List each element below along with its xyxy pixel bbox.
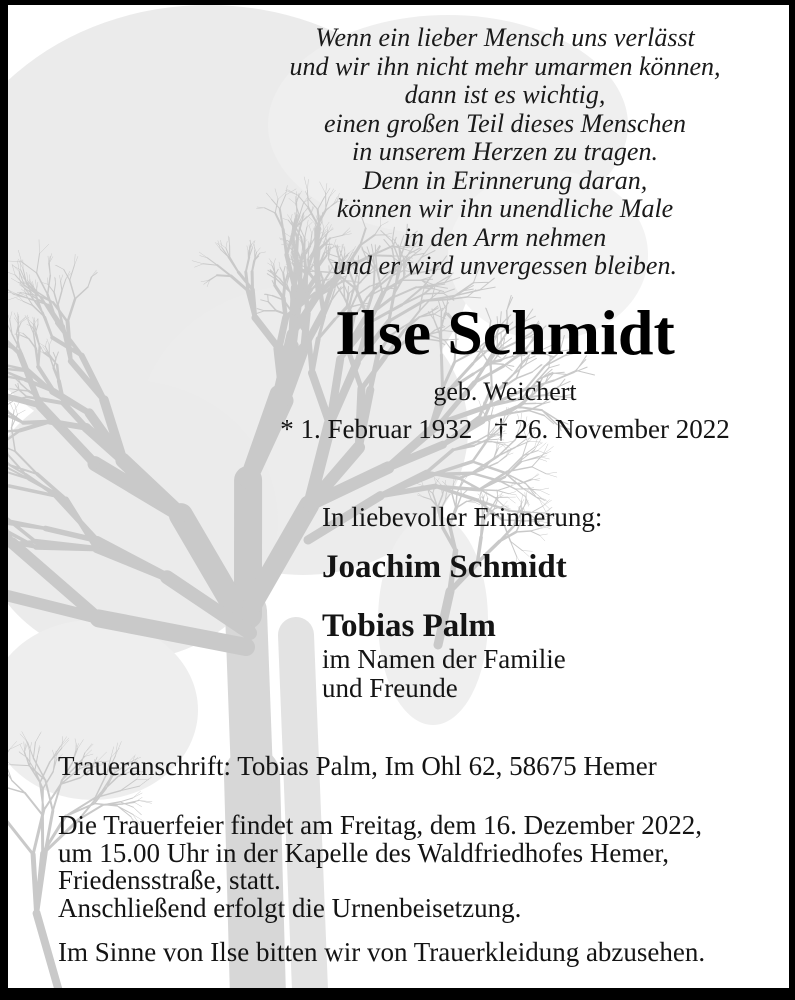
poem-line: dann ist es wichtig, <box>404 80 606 109</box>
memorial-intro: In liebevoller Erinnerung: <box>322 502 603 532</box>
funeral-details <box>58 812 702 922</box>
family-line: im Namen der Familie <box>322 644 566 674</box>
funeral-line: um 15.00 Uhr in der Kapelle des Waldfriedhofes Hemer, <box>58 837 670 868</box>
deceased-name: Ilse Schmidt <box>335 297 675 368</box>
closing-request: Im Sinne von Ilse bitten wir von Trauerkleidung abzusehen. <box>58 937 706 967</box>
notice-page <box>8 5 789 988</box>
funeral-line: Anschließend erfolgt die Urnenbeisetzung. <box>58 892 522 923</box>
mourning-address: Traueranschrift: Tobias Palm, Im Ohl 62, 58675 Hemer <box>58 751 657 781</box>
poem-line: in unserem Herzen zu tragen. <box>352 137 658 166</box>
poem-line: Denn in Erinnerung daran, <box>362 165 648 195</box>
mourner-name: Tobias Palm <box>322 608 496 644</box>
funeral-line: Friedensstraße, statt. <box>58 865 281 895</box>
poem-line: Wenn ein lieber Mensch uns verlässt <box>315 23 695 52</box>
death-date: † 26. November 2022 <box>494 414 730 444</box>
memorial-block <box>322 502 602 703</box>
birth-date: * 1. Februar 1932 <box>280 414 473 444</box>
poem-line: einen großen Teil dieses Menschen <box>324 108 686 138</box>
mourner-name: Joachim Schmidt <box>322 549 567 585</box>
life-dates <box>205 414 789 445</box>
poem-line: und wir ihn nicht mehr umarmen können, <box>289 51 721 81</box>
maiden-name: geb. Weichert <box>433 377 577 406</box>
funeral-line: Die Trauerfeier findet am Freitag, dem 16. Dezember 2022, <box>58 810 703 840</box>
poem-line: und er wird unvergessen bleiben. <box>333 251 677 280</box>
memorial-poem <box>205 24 789 281</box>
family-line: und Freunde <box>322 673 458 703</box>
poem-line: können wir ihn unendliche Male <box>336 194 674 223</box>
poem-line: in den Arm nehmen <box>403 222 607 252</box>
notice-content <box>8 5 789 988</box>
